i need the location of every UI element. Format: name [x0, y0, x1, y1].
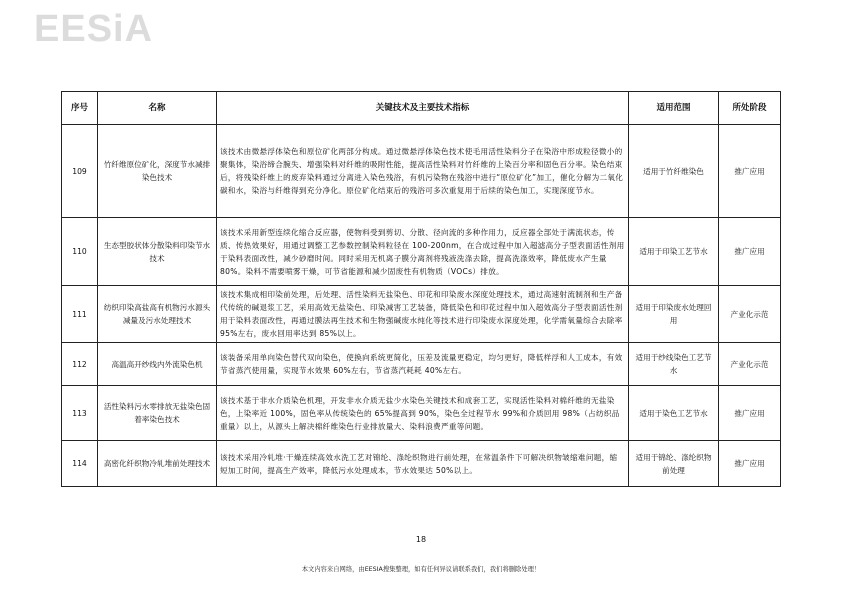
- table-row: [62, 286, 781, 343]
- tech-stage: 推广应用: [719, 386, 781, 441]
- row-number: 113: [62, 386, 98, 441]
- tech-scope: 适用于纱线染色工艺节水: [629, 343, 719, 386]
- tech-description: 该装备采用单向染色替代双向染色，使换向系统更简化，压差及流量更稳定，均匀更好，降低样浮和人工成本，有效节省蒸汽使用量，实现节水效果 60%左右，节省蒸汽耗耗 40%左右。: [217, 343, 629, 386]
- table-header-row: [62, 92, 781, 125]
- tech-description: 该技术由微悬浮体染色和原位矿化两部分构成。通过微悬浮体染色技术使毛用活性染料分子在染浴中形成粒径微小的聚集体，染浴缔合腕失、增强染料对纤维的吸附性能，提高活性染料对竹纤维的上染百分率和固色百分率。染色结束后，将残染纤维上的废弃染料通过分离进入染色残浴，有机污染物在残浴中进行“原位矿化”加工，催化分解为二氧化碳和水，染浴与纤维得到充分净化。原位矿化结束后的残浴可多次重复用于后续的染色加工，实现深度节水。: [217, 125, 629, 218]
- table-row: [62, 125, 781, 218]
- tech-scope: 适用于染色工艺节水: [629, 386, 719, 441]
- tech-name: 生态型胶状体分散染料印染节水技术: [98, 218, 217, 286]
- header-name: 名称: [98, 92, 217, 125]
- row-number: 111: [62, 286, 98, 343]
- tech-name: 竹纤维原位矿化，深度节水减排染色技术: [98, 125, 217, 218]
- tech-description: 该技术采用冷轧堆·干燥连续高效水洗工艺对锦纶、涤纶织物进行前处理，在常温条件下可解决织物皱缩难问题，缩短加工时间，提高生产效率，降低污水处理成本，节水效果达 50%以上。: [217, 441, 629, 487]
- header-stage: 所处阶段: [719, 92, 781, 125]
- tech-stage: 产业化示范: [719, 286, 781, 343]
- table-row: [62, 218, 781, 286]
- tech-scope: 适用于锦纶、涤纶织物前处理: [629, 441, 719, 487]
- tech-stage: 推广应用: [719, 125, 781, 218]
- tech-description: 该技术基于非水介质染色机理，开发非水介质无盐少水染色关键技术和成套工艺，实现活性染料对棉纤维的无盐染色，上染率近 100%，固色率从传统染色的 65%提高到 90%，染色全过程节水 99%和介质回用 98%（占纺织品重量）以上，从源头上解决棉纤维染色行业排放量大、染料浪费严重等问题。: [217, 386, 629, 441]
- row-number: 114: [62, 441, 98, 487]
- header-scope: 适用范围: [629, 92, 719, 125]
- table-row: [62, 441, 781, 487]
- header-no: 序号: [62, 92, 98, 125]
- technology-table: [61, 91, 781, 487]
- tech-scope: 适用于竹纤维染色: [629, 125, 719, 218]
- tech-stage: 产业化示范: [719, 343, 781, 386]
- tech-stage: 推广应用: [719, 218, 781, 286]
- eesia-logo: EESiA: [34, 8, 154, 50]
- tech-description: 该技术集成相印染前处理，后处理、活性染料无盐染色、印花和印染废水深度处理技术，通过高速射流制剂和生产备代传统的碱退浆工艺，采用高效无盐染色、印染减害工艺装备，降低染色和印花过程中加入超效高分子型表面活性剂用于染料表面改性，再通过膜法再生技术和生物强碱废水纯化等技术进行印染废水深度处理，化学需氧量综合去除率 95%左右，废水回用率达到 85%以上。: [217, 286, 629, 343]
- row-number: 109: [62, 125, 98, 218]
- tech-scope: 适用于印染废水处理回用: [629, 286, 719, 343]
- footer-disclaimer: 本文内容来自网络，由EESIA搜集整理，如有任何异议请联系我们，我们将删除处理！: [301, 566, 541, 573]
- tech-name: 高温高开纱线内外流染色机: [98, 343, 217, 386]
- table-row: [62, 343, 781, 386]
- table-row: [62, 386, 781, 441]
- tech-description: 该技术采用新型连续化缩合反应器，使物料受到剪切、分散、径向流的多种作用力，反应器全部处于满流状态，传质、传热效果好，用通过调整工艺参数控制染料粒径在 100-200nm，在合成过程中加入超滤高分子型表面活性剂用于染料表面改性，减少砂磨时间。同时采用无机离子膜分离剂将残液洗涤去除，提高洗涤效率，降低废水产生量 80%。染料不需要喷雾干燥，可节省能源和减少固废性有机物质（VOCs）排放。: [217, 218, 629, 286]
- tech-name: 纺织印染高盐高有机物污水源头减量及污水处理技术: [98, 286, 217, 343]
- tech-stage: 推广应用: [719, 441, 781, 487]
- header-desc: 关键技术及主要技术指标: [217, 92, 629, 125]
- tech-name: 高密化纤织物冷轧堆前处理技术: [98, 441, 217, 487]
- page-number: 18: [415, 535, 427, 544]
- tech-name: 活性染料污水零排放无盐染色固着率染色技术: [98, 386, 217, 441]
- row-number: 110: [62, 218, 98, 286]
- row-number: 112: [62, 343, 98, 386]
- tech-scope: 适用于印染工艺节水: [629, 218, 719, 286]
